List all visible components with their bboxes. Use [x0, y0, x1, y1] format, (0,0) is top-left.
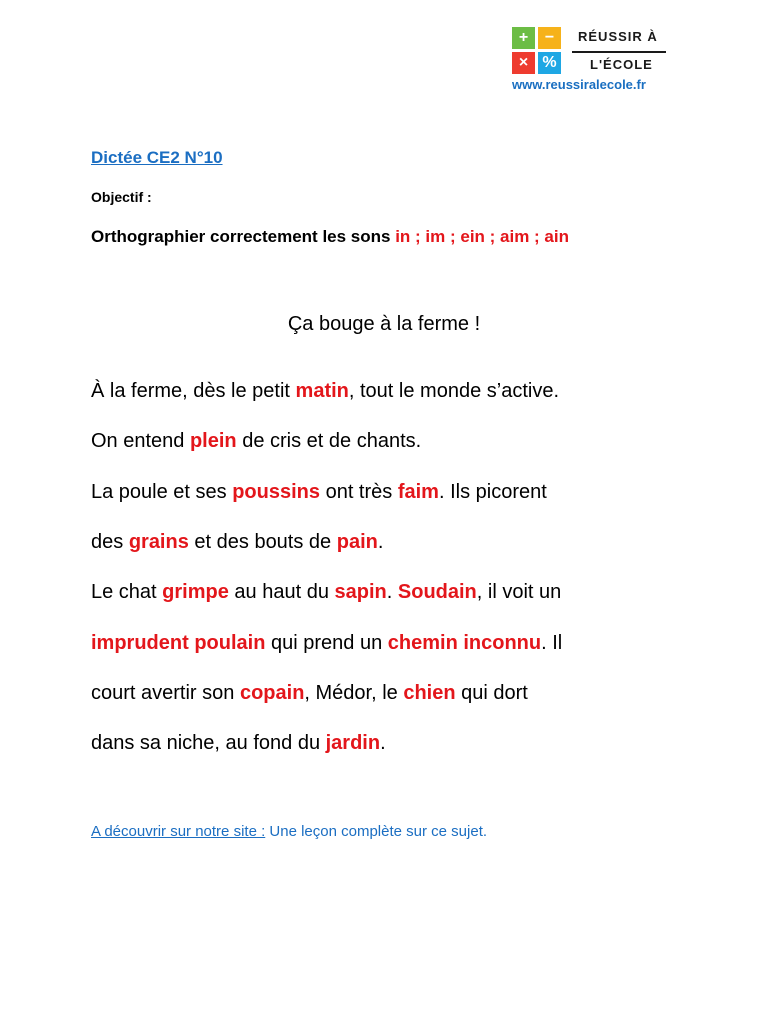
text-segment: au haut du: [228, 581, 335, 603]
text-segment: . Il: [541, 632, 563, 654]
text-segment: ont très: [320, 481, 398, 503]
dictation-line: [91, 732, 386, 755]
objective-sounds: in ; im ; ein ; aim ; ain: [395, 227, 569, 246]
text-segment: .: [386, 581, 398, 603]
footer-text: Une leçon complète sur ce sujet.: [265, 823, 488, 840]
logo-name-bottom: L'ÉCOLE: [590, 57, 653, 72]
highlighted-word: imprudent poulain: [91, 632, 266, 654]
text-segment: court avertir son: [91, 682, 240, 704]
dictation-line: [91, 632, 562, 655]
text-segment: dans sa niche, au fond du: [91, 732, 326, 754]
highlighted-word: grimpe: [162, 581, 229, 603]
text-segment: et des bouts de: [188, 531, 337, 553]
plus-icon: +: [512, 27, 535, 49]
highlighted-word: sapin: [334, 581, 387, 603]
text-segment: , il voit un: [476, 581, 562, 603]
dictation-line: [91, 380, 559, 403]
highlighted-word: plein: [189, 430, 237, 452]
text-segment: , tout le monde s’active.: [348, 380, 559, 402]
text-segment: , Médor, le: [304, 682, 404, 704]
percent-icon: %: [538, 52, 561, 74]
dictation-line: [91, 430, 421, 453]
multiply-icon: ×: [512, 52, 535, 74]
logo-url[interactable]: www.reussiralecole.fr: [512, 77, 646, 92]
discover-link[interactable]: A découvrir sur notre site :: [91, 823, 266, 840]
highlighted-word: jardin: [325, 732, 381, 754]
minus-icon: −: [538, 27, 561, 49]
highlighted-word: chemin inconnu: [387, 632, 542, 654]
objective-description: Orthographier correctement les sons: [91, 227, 396, 246]
text-segment: La poule et ses: [91, 481, 233, 503]
text-segment: Le chat: [91, 581, 163, 603]
dictation-line: [91, 581, 561, 604]
text-segment: .: [380, 732, 386, 754]
page-title[interactable]: Dictée CE2 N°10: [91, 148, 223, 167]
objective-text: [91, 226, 681, 247]
text-segment: qui prend un: [265, 632, 388, 654]
highlighted-word: matin: [295, 380, 349, 402]
dictation-line: [91, 481, 547, 504]
footer: [91, 823, 487, 840]
highlighted-word: grains: [128, 531, 189, 553]
text-segment: de cris et de chants.: [236, 430, 422, 452]
text-segment: On entend: [91, 430, 190, 452]
highlighted-word: copain: [239, 682, 305, 704]
text-segment: .: [377, 531, 384, 553]
site-logo[interactable]: [512, 27, 682, 97]
story-title: Ça bouge à la ferme !: [287, 313, 481, 335]
highlighted-word: chien: [403, 682, 456, 704]
highlighted-word: poussins: [232, 481, 321, 503]
logo-math-tiles: [512, 27, 562, 75]
text-segment: . Ils picorent: [438, 481, 547, 503]
logo-name-top: RÉUSSIR À: [578, 29, 658, 44]
text-segment: des: [91, 531, 129, 553]
logo-divider: [572, 51, 666, 53]
highlighted-word: pain: [336, 531, 378, 553]
objective-label: Objectif :: [91, 189, 152, 205]
highlighted-word: faim: [397, 481, 439, 503]
highlighted-word: Soudain: [397, 581, 477, 603]
text-segment: qui dort: [455, 682, 528, 704]
dictation-line: [91, 531, 383, 554]
text-segment: À la ferme, dès le petit: [91, 380, 296, 402]
dictation-line: [91, 682, 528, 705]
